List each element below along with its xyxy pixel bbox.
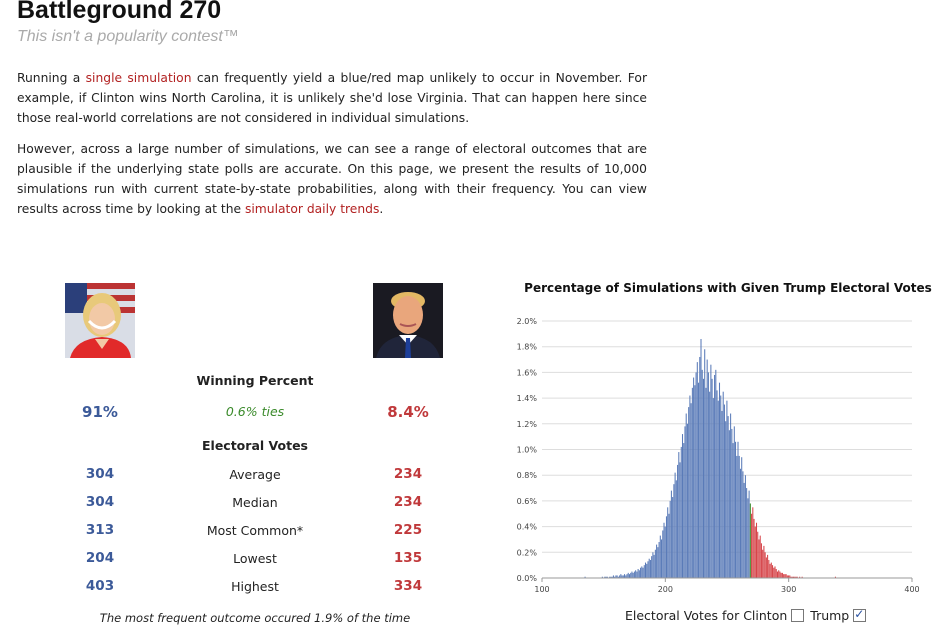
histogram-bar (678, 452, 679, 578)
histogram-bar (662, 530, 663, 578)
histogram-bar (651, 556, 652, 578)
histogram-bar (626, 574, 627, 578)
clinton-win-percent: 91% (82, 403, 118, 421)
histogram-bar (784, 574, 785, 578)
histogram-bar (756, 523, 757, 578)
histogram-bar (702, 370, 703, 578)
histogram-bar (774, 566, 775, 578)
histogram-bar (699, 357, 700, 578)
trump-average: 234 (393, 466, 423, 482)
histogram-bar (630, 573, 631, 578)
histogram-bar (757, 532, 758, 578)
histogram-bar (665, 527, 666, 578)
histogram-bar (725, 421, 726, 578)
histogram-bar (712, 379, 713, 578)
histogram-bar (765, 552, 766, 578)
histogram-bar (629, 574, 630, 578)
histogram-bar (684, 426, 685, 578)
histogram-bar (659, 542, 660, 578)
histogram-bar (717, 390, 718, 578)
histogram-bar (698, 383, 699, 578)
histogram-bar (726, 401, 727, 578)
footnote: The most frequent outcome occured 1.9% of the time (99, 611, 411, 625)
histogram-bar (737, 442, 738, 578)
single-simulation-link[interactable]: single simulation (85, 71, 192, 85)
histogram-bar (654, 555, 655, 578)
histogram-bar (766, 557, 767, 578)
histogram-bar (671, 491, 672, 578)
histogram-bar (746, 488, 747, 578)
histogram-bar (723, 392, 724, 578)
y-tick-label: 0.6% (516, 496, 537, 506)
histogram-bar (747, 498, 748, 578)
histogram-bar (754, 519, 755, 578)
histogram-bar (652, 552, 653, 578)
intro-text: Running a (17, 71, 86, 85)
histogram-bar (760, 536, 761, 578)
chart-legend (625, 608, 872, 623)
intro-paragraph-1 (17, 68, 647, 128)
histogram-bar (688, 407, 689, 578)
histogram-bar (677, 465, 678, 578)
histogram-bar (655, 550, 656, 578)
histogram-bar (686, 414, 687, 578)
histogram-bar (751, 514, 752, 578)
histogram-bar (635, 570, 636, 578)
winning-percent-heading: Winning Percent (196, 373, 314, 388)
histogram-bar (724, 405, 725, 578)
clinton-median: 304 (85, 494, 115, 510)
histogram-bar (663, 523, 664, 578)
histogram-bar (639, 570, 640, 578)
ties-percent: 0.6% ties (225, 404, 285, 419)
histogram-bar (745, 475, 746, 578)
histogram-bar (773, 568, 774, 578)
histogram-bar (647, 561, 648, 578)
histogram-bar (752, 507, 753, 578)
histogram-bar (731, 429, 732, 578)
histogram-bar (761, 543, 762, 578)
histogram-bar (705, 388, 706, 578)
histogram-bar (620, 574, 621, 578)
histogram-bar (781, 573, 782, 578)
histogram-bar (673, 484, 674, 578)
histogram-bar (670, 501, 671, 578)
trump-highest: 334 (393, 578, 423, 594)
electoral-votes-heading: Electoral Votes (202, 438, 308, 453)
histogram-bar (778, 570, 779, 578)
intro-text: can frequently yield a blue/red map unlikely to occur in November. For example, if Clinton wins North Carolina, it is unlikely she'd lose Virginia. That can happen here since those real-world correlations are not considered in individual simulations. (17, 71, 647, 125)
histogram-bar (641, 566, 642, 578)
histogram-bar (683, 443, 684, 578)
histogram-bar (750, 503, 751, 578)
histogram-bar (770, 564, 771, 578)
histogram-bar (739, 456, 740, 578)
histogram-bar (768, 560, 769, 578)
y-tick-label: 1.4% (516, 394, 537, 404)
histogram-bar (772, 565, 773, 578)
histogram-bar (694, 385, 695, 578)
clinton-lowest: 204 (85, 550, 115, 566)
histogram-bar (628, 573, 629, 578)
histogram-bar (749, 491, 750, 578)
histogram-bar (697, 362, 698, 578)
histogram-bar (730, 414, 731, 578)
histogram-bar (680, 462, 681, 578)
histogram-bar (624, 574, 625, 578)
trump-win-percent: 8.4% (387, 403, 429, 421)
row-label-highest: Highest (231, 579, 279, 594)
histogram-bar (728, 416, 729, 578)
histogram-bar (767, 555, 768, 578)
histogram-bar (634, 572, 635, 578)
histogram-bar (692, 388, 693, 578)
histogram-bar (707, 360, 708, 578)
y-tick-label: 1.2% (516, 419, 537, 429)
x-tick-label: 200 (657, 585, 673, 594)
y-tick-label: 1.8% (516, 342, 537, 352)
y-tick-label: 2.0% (516, 317, 537, 326)
histogram-bar (644, 565, 645, 578)
legend-clinton-label: Electoral Votes for Clinton (625, 608, 788, 623)
intro-paragraph-2 (17, 139, 647, 219)
histogram-bar (645, 563, 646, 578)
histogram-bar (710, 365, 711, 578)
histogram-bar (689, 396, 690, 578)
x-tick-label: 300 (781, 585, 797, 594)
histogram-bar (681, 447, 682, 578)
clinton-most-common: 313 (85, 522, 115, 538)
histogram-bar (691, 403, 692, 578)
histogram-bar (682, 434, 683, 578)
histogram-bar (718, 401, 719, 578)
histogram-bar (713, 398, 714, 578)
histogram-bar (777, 572, 778, 578)
histogram-bar (755, 527, 756, 578)
histogram-bar (631, 572, 632, 578)
histogram-bar (633, 573, 634, 578)
histogram-bar (675, 473, 676, 578)
histogram-bar (776, 569, 777, 578)
histogram-bar (643, 568, 644, 578)
histogram-bar (763, 546, 764, 578)
row-label-median: Median (232, 495, 278, 510)
histogram-bar (709, 392, 710, 578)
clinton-photo (65, 283, 135, 358)
histogram-bar (693, 378, 694, 578)
histogram-bar (782, 573, 783, 578)
histogram-bar (762, 550, 763, 578)
histogram-bar (676, 480, 677, 578)
histogram-bar (704, 349, 705, 578)
intro-text: . (379, 202, 384, 216)
trump-checkbox[interactable] (853, 609, 866, 622)
histogram-bar (715, 370, 716, 578)
histogram-bar (666, 516, 667, 578)
histogram-bar (687, 424, 688, 578)
chart-title: Percentage of Simulations with Given Trump Electoral Votes (524, 281, 932, 295)
trump-lowest: 135 (393, 550, 423, 566)
clinton-highest: 403 (85, 578, 115, 594)
x-tick-label: 400 (904, 585, 920, 594)
daily-trends-link[interactable]: simulator daily trends (244, 202, 380, 216)
histogram-bar (640, 568, 641, 578)
x-tick-label: 100 (534, 585, 550, 594)
histogram-bar (650, 560, 651, 578)
histogram-bar (736, 456, 737, 578)
histogram-bar (744, 483, 745, 578)
histogram-bar (729, 430, 730, 578)
y-tick-label: 1.6% (516, 368, 537, 378)
histogram-bar (657, 547, 658, 578)
trump-median: 234 (393, 494, 423, 510)
clinton-checkbox[interactable] (791, 609, 804, 622)
y-tick-label: 0.0% (516, 574, 537, 583)
histogram-bar (672, 497, 673, 578)
trump-photo (373, 283, 443, 358)
histogram-bar (646, 564, 647, 578)
histogram-bar (758, 539, 759, 578)
histogram-bar (742, 471, 743, 578)
histogram-bar (667, 507, 668, 578)
clinton-average: 304 (85, 466, 115, 482)
histogram-bar (779, 572, 780, 578)
page-title: Battleground 270 (17, 0, 222, 24)
histogram-bar (714, 375, 715, 578)
chart-bars (585, 339, 836, 578)
intro-text: However, across a large number of simulations, we can see a range of electoral outcomes that are plausible if the underlying state polls are accurate. On this page, we present the results of 10,000 simulations run with current state-by-state probabilities, along with their frequency. You can view results across time by looking at the (17, 142, 647, 216)
histogram-bar (735, 442, 736, 578)
histogram-bar (638, 569, 639, 578)
y-tick-label: 0.8% (516, 471, 537, 481)
histogram-bar (734, 426, 735, 578)
y-tick-label: 0.2% (516, 548, 537, 558)
electoral-histogram-chart (500, 275, 940, 605)
histogram-bar (703, 379, 704, 578)
histogram-bar (696, 372, 697, 578)
histogram-bar (660, 536, 661, 578)
histogram-bar (636, 572, 637, 578)
histogram-bar (741, 457, 742, 578)
histogram-bar (740, 469, 741, 578)
page-subtitle: This isn't a popularity contest™ (17, 28, 239, 45)
histogram-bar (661, 539, 662, 578)
y-tick-label: 0.4% (516, 522, 537, 532)
histogram-bar (771, 563, 772, 578)
row-label-most-common: Most Common* (206, 523, 304, 538)
histogram-bar (720, 396, 721, 578)
legend-trump-label: Trump (810, 608, 850, 623)
histogram-bar (719, 383, 720, 578)
row-label-lowest: Lowest (233, 551, 277, 566)
trump-most-common: 225 (393, 522, 423, 538)
row-label-average: Average (229, 467, 281, 482)
histogram-bar (783, 574, 784, 578)
histogram-bar (786, 574, 787, 578)
histogram-bar (721, 411, 722, 578)
histogram-bar (708, 372, 709, 578)
histogram-bar (668, 514, 669, 578)
histogram-bar (700, 339, 701, 578)
histogram-bar (656, 545, 657, 578)
histogram-bar (649, 559, 650, 578)
histogram-bar (733, 443, 734, 578)
y-tick-label: 1.0% (516, 445, 537, 455)
